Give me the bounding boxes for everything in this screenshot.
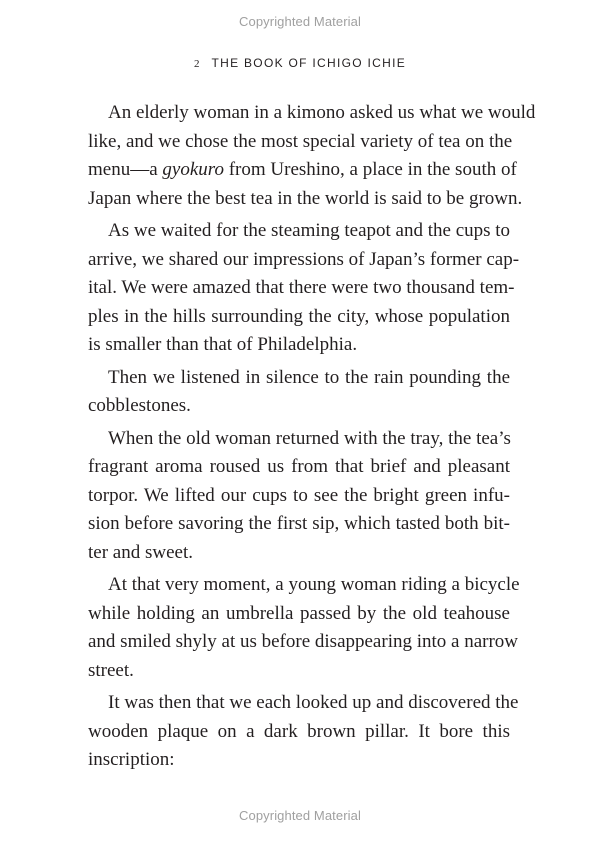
paragraph bbox=[88, 217, 520, 360]
text-line: fragrant aroma roused us from that brief and pleasant bbox=[88, 456, 510, 477]
text-line: ital. We were amazed that there were two thousand tem- bbox=[88, 277, 515, 298]
text-line: When the old woman returned with the tray, the tea’s bbox=[108, 427, 511, 449]
body-text bbox=[88, 99, 536, 779]
text-line: ples in the hills surrounding the city, whose population bbox=[88, 305, 510, 327]
text-line: As we waited for the steaming teapot and the cups to bbox=[108, 220, 511, 241]
watermark-top: Copyrighted Material bbox=[239, 14, 361, 29]
text-line: It was then that we each looked up and discovered the bbox=[108, 692, 519, 713]
text-line: wooden plaque on a dark brown pillar. It bore this bbox=[88, 720, 510, 742]
text-line: while holding an umbrella passed by the old teahouse bbox=[88, 602, 510, 624]
watermark-bottom: Copyrighted Material bbox=[239, 808, 361, 823]
text-line: Then we listened in silence to the rain pounding the bbox=[108, 366, 510, 388]
text-line: At that very moment, a young woman riding a bicycle bbox=[108, 574, 520, 595]
paragraph bbox=[88, 689, 519, 775]
paragraph bbox=[88, 425, 510, 568]
text-line: ter and sweet. bbox=[88, 541, 193, 563]
page-number: 2 bbox=[193, 58, 200, 70]
text-line: An elderly woman in a kimono asked us what we would bbox=[108, 102, 536, 123]
paragraph bbox=[88, 364, 510, 421]
text-line: sion before savoring the first sip, which tasted both bit- bbox=[88, 513, 510, 534]
text-line: arrive, we shared our impressions of Japan’s former cap- bbox=[88, 248, 520, 270]
text-line: torpor. We lifted our cups to see the bright green infu- bbox=[88, 484, 510, 506]
text-line: and smiled shyly at us before disappearing into a narrow bbox=[88, 631, 519, 652]
text-line: like, and we chose the most special variety of tea on the bbox=[88, 130, 513, 152]
italic-term: gyokuro bbox=[162, 159, 224, 180]
text-line: is smaller than that of Philadelphia. bbox=[88, 334, 358, 355]
paragraph bbox=[88, 571, 520, 685]
text-line: menu—a gyokuro from Ureshino, a place in the south of bbox=[88, 159, 517, 180]
text-line: cobblestones. bbox=[88, 395, 191, 416]
running-head bbox=[0, 56, 600, 70]
paragraph bbox=[88, 99, 536, 213]
book-title: THE BOOK OF ICHIGO ICHIE bbox=[211, 56, 407, 70]
text-line: street. bbox=[88, 659, 134, 681]
text-line: inscription: bbox=[88, 749, 175, 770]
text-line: Japan where the best tea in the world is said to be grown. bbox=[88, 187, 523, 209]
